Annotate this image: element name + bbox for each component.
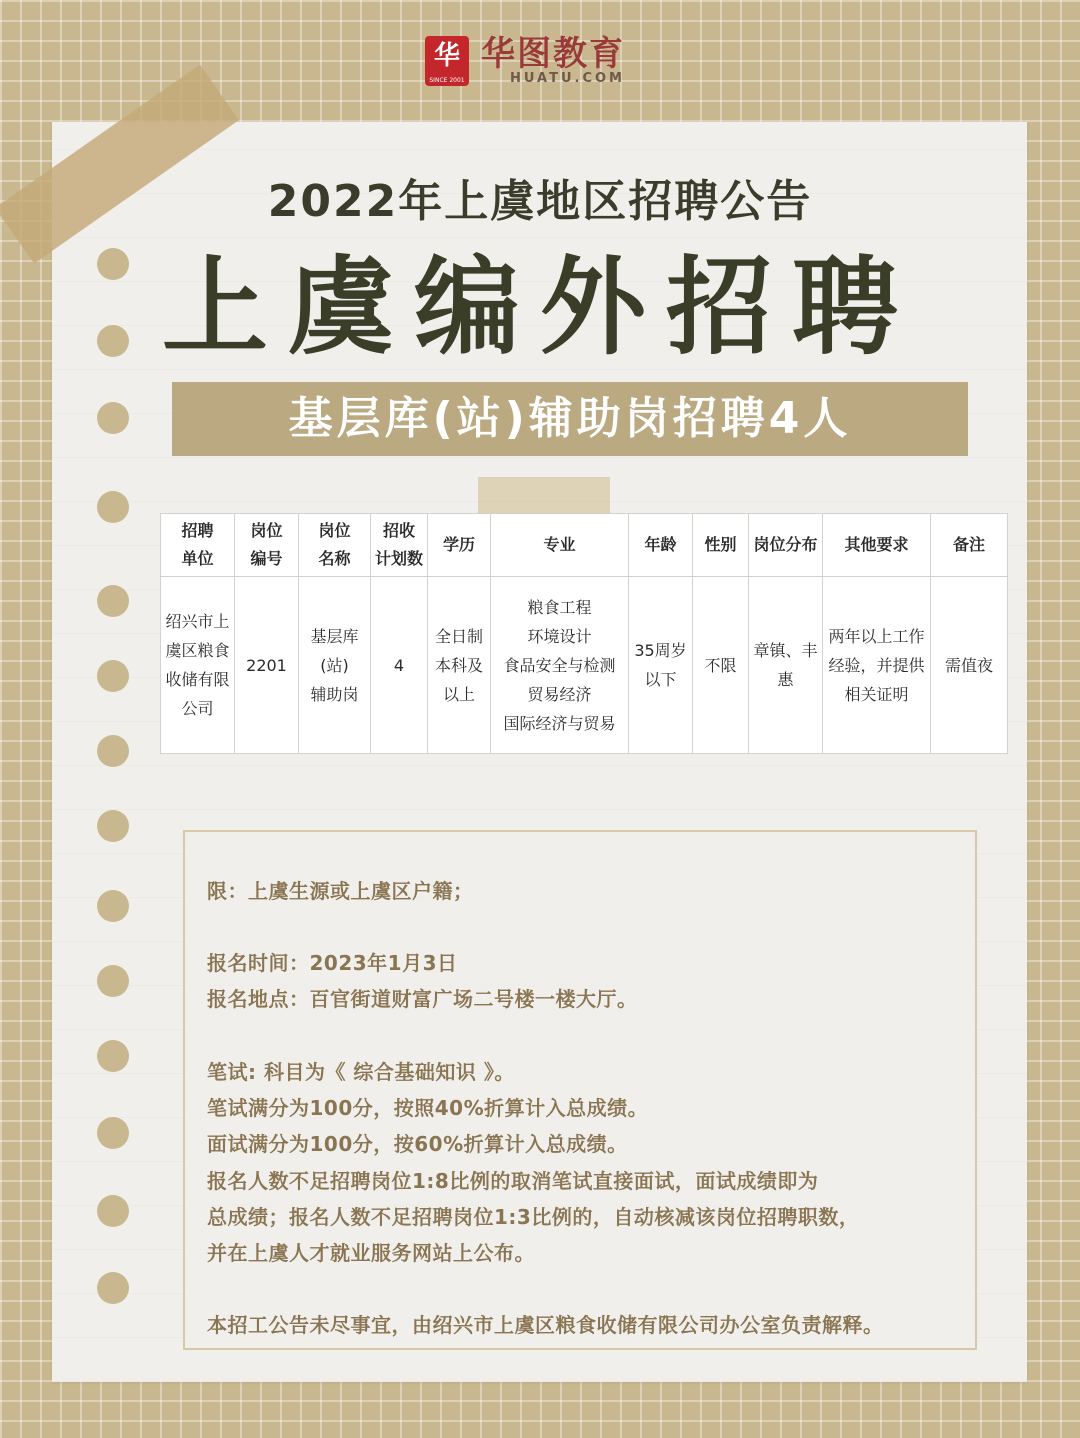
table-header: 备注 [931, 514, 1008, 577]
table-header: 专业 [491, 514, 629, 577]
table-cell: 基层库 (站) 辅助岗 [299, 577, 371, 754]
binder-hole [97, 965, 129, 997]
masking-tape [478, 477, 610, 513]
binder-hole [97, 810, 129, 842]
table-cell: 全日制 本科及 以上 [428, 577, 491, 754]
table-cell: 粮食工程 环境设计 食品安全与检测 贸易经济 国际经济与贸易 [491, 577, 629, 754]
huatu-logo-icon [425, 36, 469, 86]
table-cell: 35周岁 以下 [629, 577, 693, 754]
logo-text [481, 36, 625, 86]
table-cell: 不限 [693, 577, 749, 754]
table-header: 岗位分布 [749, 514, 823, 577]
table-header: 年龄 [629, 514, 693, 577]
logo [425, 35, 625, 87]
position-banner: 基层库(站)辅助岗招聘4人 [172, 382, 968, 456]
announcement-subtitle: 2022年上虞地区招聘公告 [267, 176, 813, 227]
table-cell: 需值夜 [931, 577, 1008, 754]
table-cell: 章镇、丰 惠 [749, 577, 823, 754]
logo-name-en: HUATU.COM [510, 71, 625, 86]
table-header: 其他要求 [823, 514, 931, 577]
binder-hole [97, 1117, 129, 1149]
table-header: 学历 [428, 514, 491, 577]
notice-exam-subject: 笔试: 科目为《 综合基础知识 》。 [207, 1060, 515, 1084]
binder-hole [97, 1195, 129, 1227]
binder-hole [97, 585, 129, 617]
table-cell: 两年以上工作 经验，并提供 相关证明 [823, 577, 931, 754]
notice-registration-time: 报名时间：2023年1月3日 [207, 951, 458, 975]
page-title: 上虞编外招聘 [162, 246, 918, 369]
logo-name-cn: 华图教育 [481, 34, 625, 74]
binder-hole [97, 660, 129, 692]
table-header: 岗位 编号 [235, 514, 299, 577]
table-cell: 4 [371, 577, 428, 754]
job-table [160, 513, 1008, 754]
logo-glyph: 华 [433, 41, 460, 71]
binder-hole [97, 890, 129, 922]
notice-box [183, 830, 977, 1350]
logo-since: SINCE 2001 [429, 77, 465, 84]
notice-interview-score: 面试满分为100分，按60%折算计入总成绩。 [207, 1132, 628, 1156]
table-cell: 绍兴市上 虞区粮食 收储有限 公司 [161, 577, 235, 754]
binder-hole [97, 491, 129, 523]
notice-limit: 限：上虞生源或上虞区户籍； [207, 879, 474, 903]
notice-footer: 本招工公告未尽事宜，由绍兴市上虞区粮食收储有限公司办公室负责解释。 [207, 1313, 884, 1337]
binder-hole [97, 1040, 129, 1072]
table-header-row [161, 514, 1008, 577]
table-row [161, 577, 1008, 754]
table-cell: 2201 [235, 577, 299, 754]
notice-rule-line: 报名人数不足招聘岗位1:8比例的取消笔试直接面试，面试成绩即为 [207, 1169, 819, 1193]
table-header: 招聘 单位 [161, 514, 235, 577]
notice-written-score: 笔试满分为100分，按照40%折算计入总成绩。 [207, 1096, 649, 1120]
table-header: 招收 计划数 [371, 514, 428, 577]
binder-hole [97, 402, 129, 434]
notice-rule-line: 总成绩；报名人数不足招聘岗位1:3比例的，自动核减该岗位招聘职数， [207, 1205, 860, 1229]
notice-registration-place: 报名地点：百官街道财富广场二号楼一楼大厅。 [207, 987, 638, 1011]
table-header: 性别 [693, 514, 749, 577]
binder-hole [97, 735, 129, 767]
notice-rule-line: 并在上虞人才就业服务网站上公布。 [207, 1241, 535, 1265]
binder-hole [97, 1272, 129, 1304]
table-header: 岗位 名称 [299, 514, 371, 577]
